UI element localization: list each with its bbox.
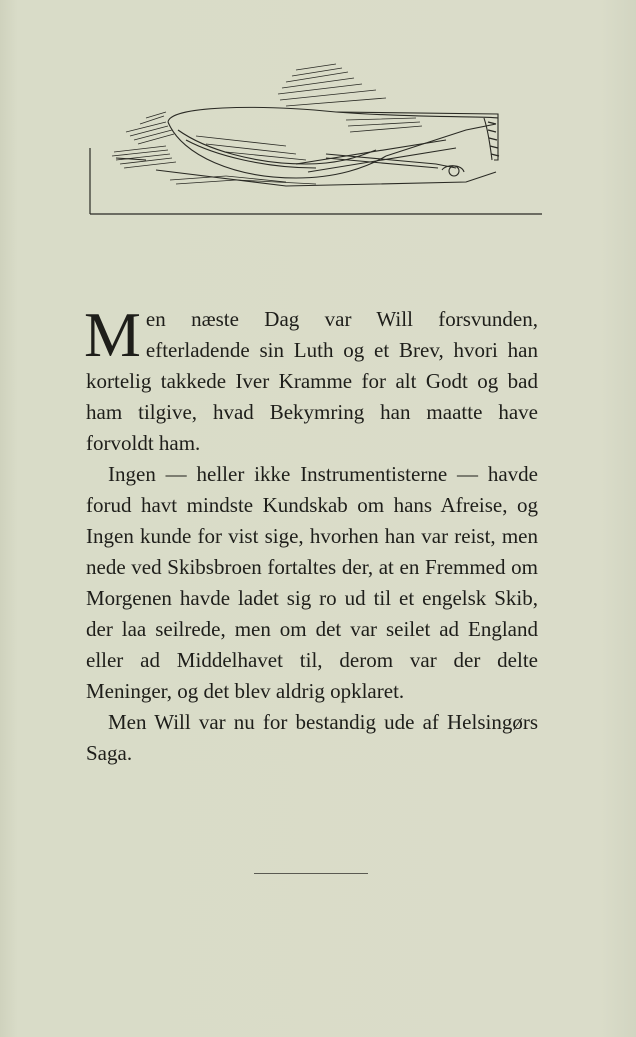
lute-drawing	[90, 64, 542, 214]
closing-rule	[254, 873, 368, 874]
paragraph-2: Ingen — heller ikke Instrumentisterne — havde forud havt mindste Kundskab om hans Afreise, og Ingen kunde for vist sige, hvorhen han var reist, men nede ved Skibsbroen fortaltes der, at en Fremmed om Morgenen havde ladet sig ro ud til et engelsk Skib, der laa seilrede, men om det var seilet ad England eller ad Middelhavet til, derom var der delte Meninger, og det blev aldrig opklaret.	[86, 462, 538, 703]
drop-cap: M	[84, 299, 141, 370]
lute-headpiece-illustration	[86, 60, 546, 222]
paragraph-3: Men Will var nu for bestandig ude af Helsingørs Saga.	[86, 710, 538, 765]
paragraph-1-text: en næste Dag var Will forsvunden, efterladende sin Luth og et Brev, hvori han kortelig takkede Iver Kramme for alt Godt og bad ham tilgive, hvad Bekymring han maatte have forvoldt ham.	[86, 307, 538, 455]
paragraph-1	[84, 299, 538, 459]
body-text	[84, 299, 538, 769]
